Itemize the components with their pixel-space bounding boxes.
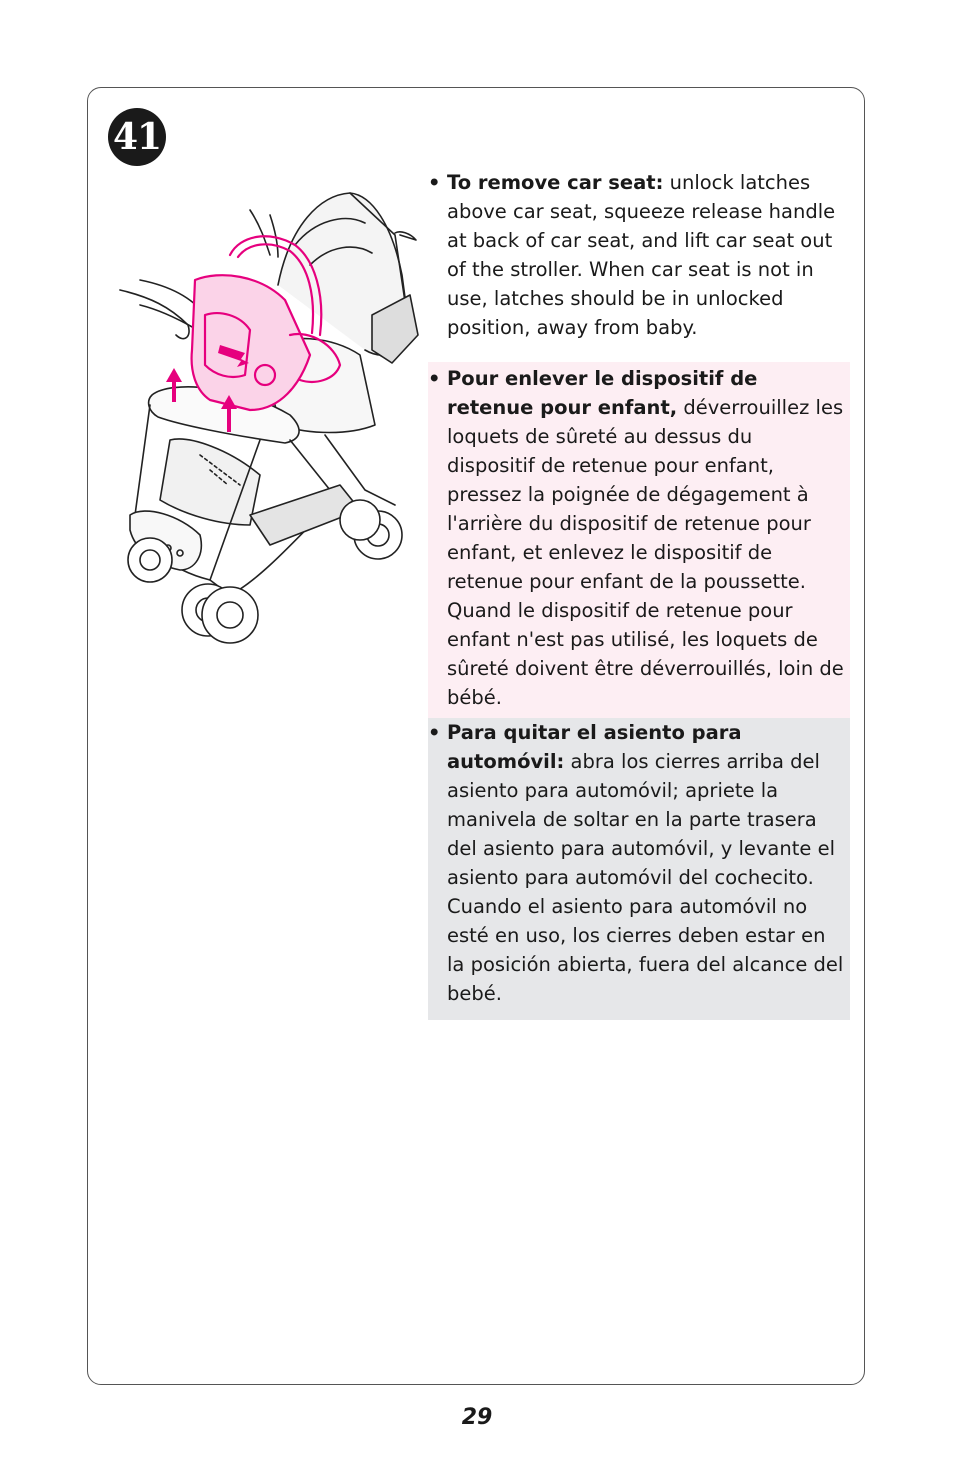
bullet: • (428, 367, 441, 390)
bullet: • (428, 171, 441, 194)
page-number: 29 (461, 1405, 493, 1430)
instruction-french (428, 362, 850, 720)
instruction-spanish (428, 718, 850, 1020)
instruction-english (428, 168, 850, 342)
instruction-spanish-body: abra los cierres arriba del asiento para automóvil; apriete la manivela de soltar en la parte trasera del asiento para automóvil, y levante el asiento para automóvil del cochecito. Cuando el asiento para automóvil no esté en uso, los cierres deben estar en la posición abierta, fuera del alcance del bebé. (447, 750, 844, 1005)
stroller-car-seat-removal-illustration (110, 185, 430, 655)
instruction-spanish-lead: Para quitar el asiento para automóvil: (447, 721, 742, 773)
instruction-french-lead: Pour enlever le dispositif de retenue pour enfant, (447, 367, 758, 419)
instruction-english-lead: To remove car seat: (447, 171, 664, 194)
instruction-english-body: unlock latches above car seat, squeeze release handle at back of car seat, and lift car seat out of the stroller. When car seat is not in use, latches should be in unlocked position, away from baby. (447, 171, 836, 339)
instruction-french-body: déverrouillez les loquets de sûreté au dessus du dispositif de retenue pour enfant, pressez la poignée de dégagement à l'arrière du dispositif de retenue pour enfant, et enlevez le dispositif de retenue pour enfant de la poussette. Quand le dispositif de retenue pour enfant n'est pas utilisé, les loquets de sûreté doivent être déverrouillés, loin de bébé. (447, 396, 844, 709)
step-number-badge: 41 (108, 108, 166, 166)
bullet: • (428, 721, 441, 744)
